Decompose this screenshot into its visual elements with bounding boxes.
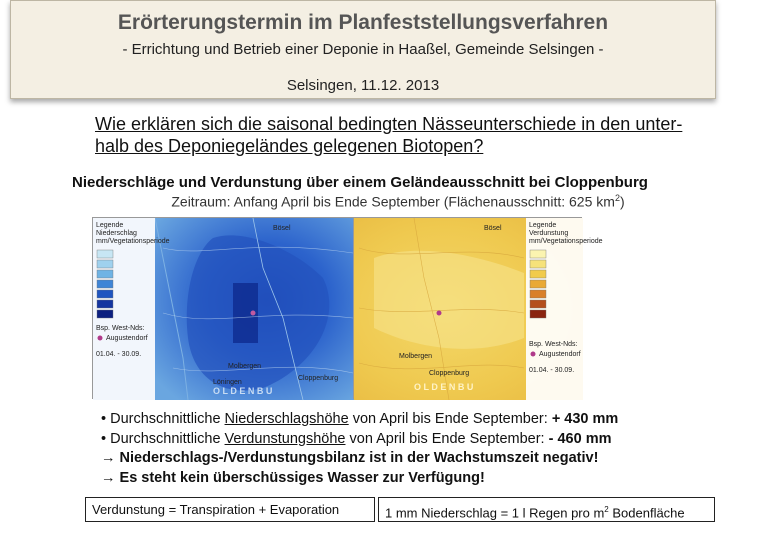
station-name: Augustendorf [106, 335, 148, 342]
legend-subtitle: Verdunstung [529, 230, 569, 237]
summary-bullets [101, 410, 701, 488]
precipitation-swatches [97, 250, 113, 318]
bullet-prefix: • Durchschnittliche [101, 411, 225, 427]
evaporation-value: - 460 mm [548, 430, 612, 447]
precipitation-term: Niederschlagshöhe [224, 411, 349, 427]
place-molbergen: Molbergen [228, 363, 262, 370]
evaporation-term: Verdunstungshöhe [224, 430, 346, 447]
precipitation-legend [93, 218, 155, 400]
date-range: 01.04. - 30.09. [529, 367, 575, 374]
legend-swatch [97, 270, 113, 278]
precipitation-definition [378, 497, 715, 522]
legend-swatch [530, 260, 546, 268]
legend-swatch [530, 310, 546, 318]
precipitation-map-graphic [93, 218, 358, 400]
water-conclusion: → Es steht kein überschüssiges Wasser zur Verfügung! [101, 469, 485, 486]
map-caption-period [38, 193, 758, 210]
evaporation-line [101, 430, 701, 450]
precipitation-map [92, 217, 357, 399]
bullet-prefix: • Durchschnittliche [101, 430, 225, 447]
period-close: ) [619, 193, 625, 210]
place-boesel: Bösel [484, 225, 502, 232]
legend-swatch [97, 290, 113, 298]
place-loeningen: Löningen [213, 379, 242, 386]
legend-swatch [97, 260, 113, 268]
page-date: Selsingen, 11.12. 2013 [286, 77, 440, 94]
station-label: Bsp. West-Nds: [96, 325, 145, 332]
period-sup: 2 [614, 193, 620, 203]
precipitation-value: + 430 mm [551, 411, 619, 427]
map-caption-title: Niederschläge und Verdunstung über einem Geländeausschnitt bei Cloppenburg [72, 174, 648, 191]
balance-conclusion: → Niederschlags-/Verdunstungsbilanz ist in der Wachstumszeit negativ! [101, 450, 599, 466]
legend-unit: mm/Vegetationsperiode [96, 238, 170, 245]
station-name: Augustendorf [539, 351, 581, 358]
legend-title: Legende [96, 222, 124, 229]
location-marker-icon [437, 311, 442, 316]
station-marker-icon [98, 336, 103, 341]
page-subtitle: - Errichtung und Betrieb einer Deponie in Haaßel, Gemeinde Selsingen - [122, 41, 604, 58]
evaporation-swatches [530, 250, 546, 318]
legend-unit: mm/Vegetationsperiode [529, 238, 603, 245]
region-label: O L D E N B U [213, 386, 273, 396]
bullet-mid: von April bis Ende September: [345, 430, 549, 447]
evaporation-formula: Verdunstung = Transpiration + Evaporation [85, 497, 375, 522]
legend-subtitle: Niederschlag [96, 230, 137, 237]
legend-swatch [530, 270, 546, 278]
location-marker-icon [251, 311, 256, 316]
place-cloppenburg: Cloppenburg [298, 375, 339, 382]
page-title: Erörterungstermin im Planfeststellungsverfahren [117, 11, 609, 34]
legend-swatch [97, 250, 113, 258]
evaporation-map-graphic [354, 218, 603, 400]
station-marker-icon [531, 352, 536, 357]
place-cloppenburg: Cloppenburg [429, 370, 470, 377]
date-range: 01.04. - 30.09. [96, 351, 142, 358]
bullet-mid: von April bis Ende September: [348, 411, 552, 427]
place-molbergen: Molbergen [399, 353, 433, 360]
legend-title: Legende [529, 222, 557, 229]
title-banner [10, 0, 716, 99]
region-label: O L D E N B U [414, 382, 474, 392]
legend-swatch [530, 300, 546, 308]
definition-text: 1 mm Niederschlag = 1 l Regen pro m [385, 505, 605, 521]
legend-swatch [97, 310, 113, 318]
period-text: Zeitraum: Anfang April bis Ende September (Flächenausschnitt: 625 km [171, 193, 615, 210]
legend-swatch [530, 280, 546, 288]
question-heading: Wie erklären sich die saisonal bedingten Nässeunterschiede in den unter-halb des Deponiegeländes gelegenen Biotopen? [95, 114, 683, 156]
place-boesel: Bösel [273, 225, 291, 232]
evaporation-map [353, 217, 603, 399]
legend-swatch [97, 280, 113, 288]
legend-swatch [530, 250, 546, 258]
legend-swatch [97, 300, 113, 308]
legend-swatch [530, 290, 546, 298]
definition-sup: 2 [604, 505, 609, 514]
station-label: Bsp. West-Nds: [529, 341, 578, 348]
precipitation-line [101, 410, 701, 430]
definition-suffix: Bodenfläche [608, 505, 685, 521]
